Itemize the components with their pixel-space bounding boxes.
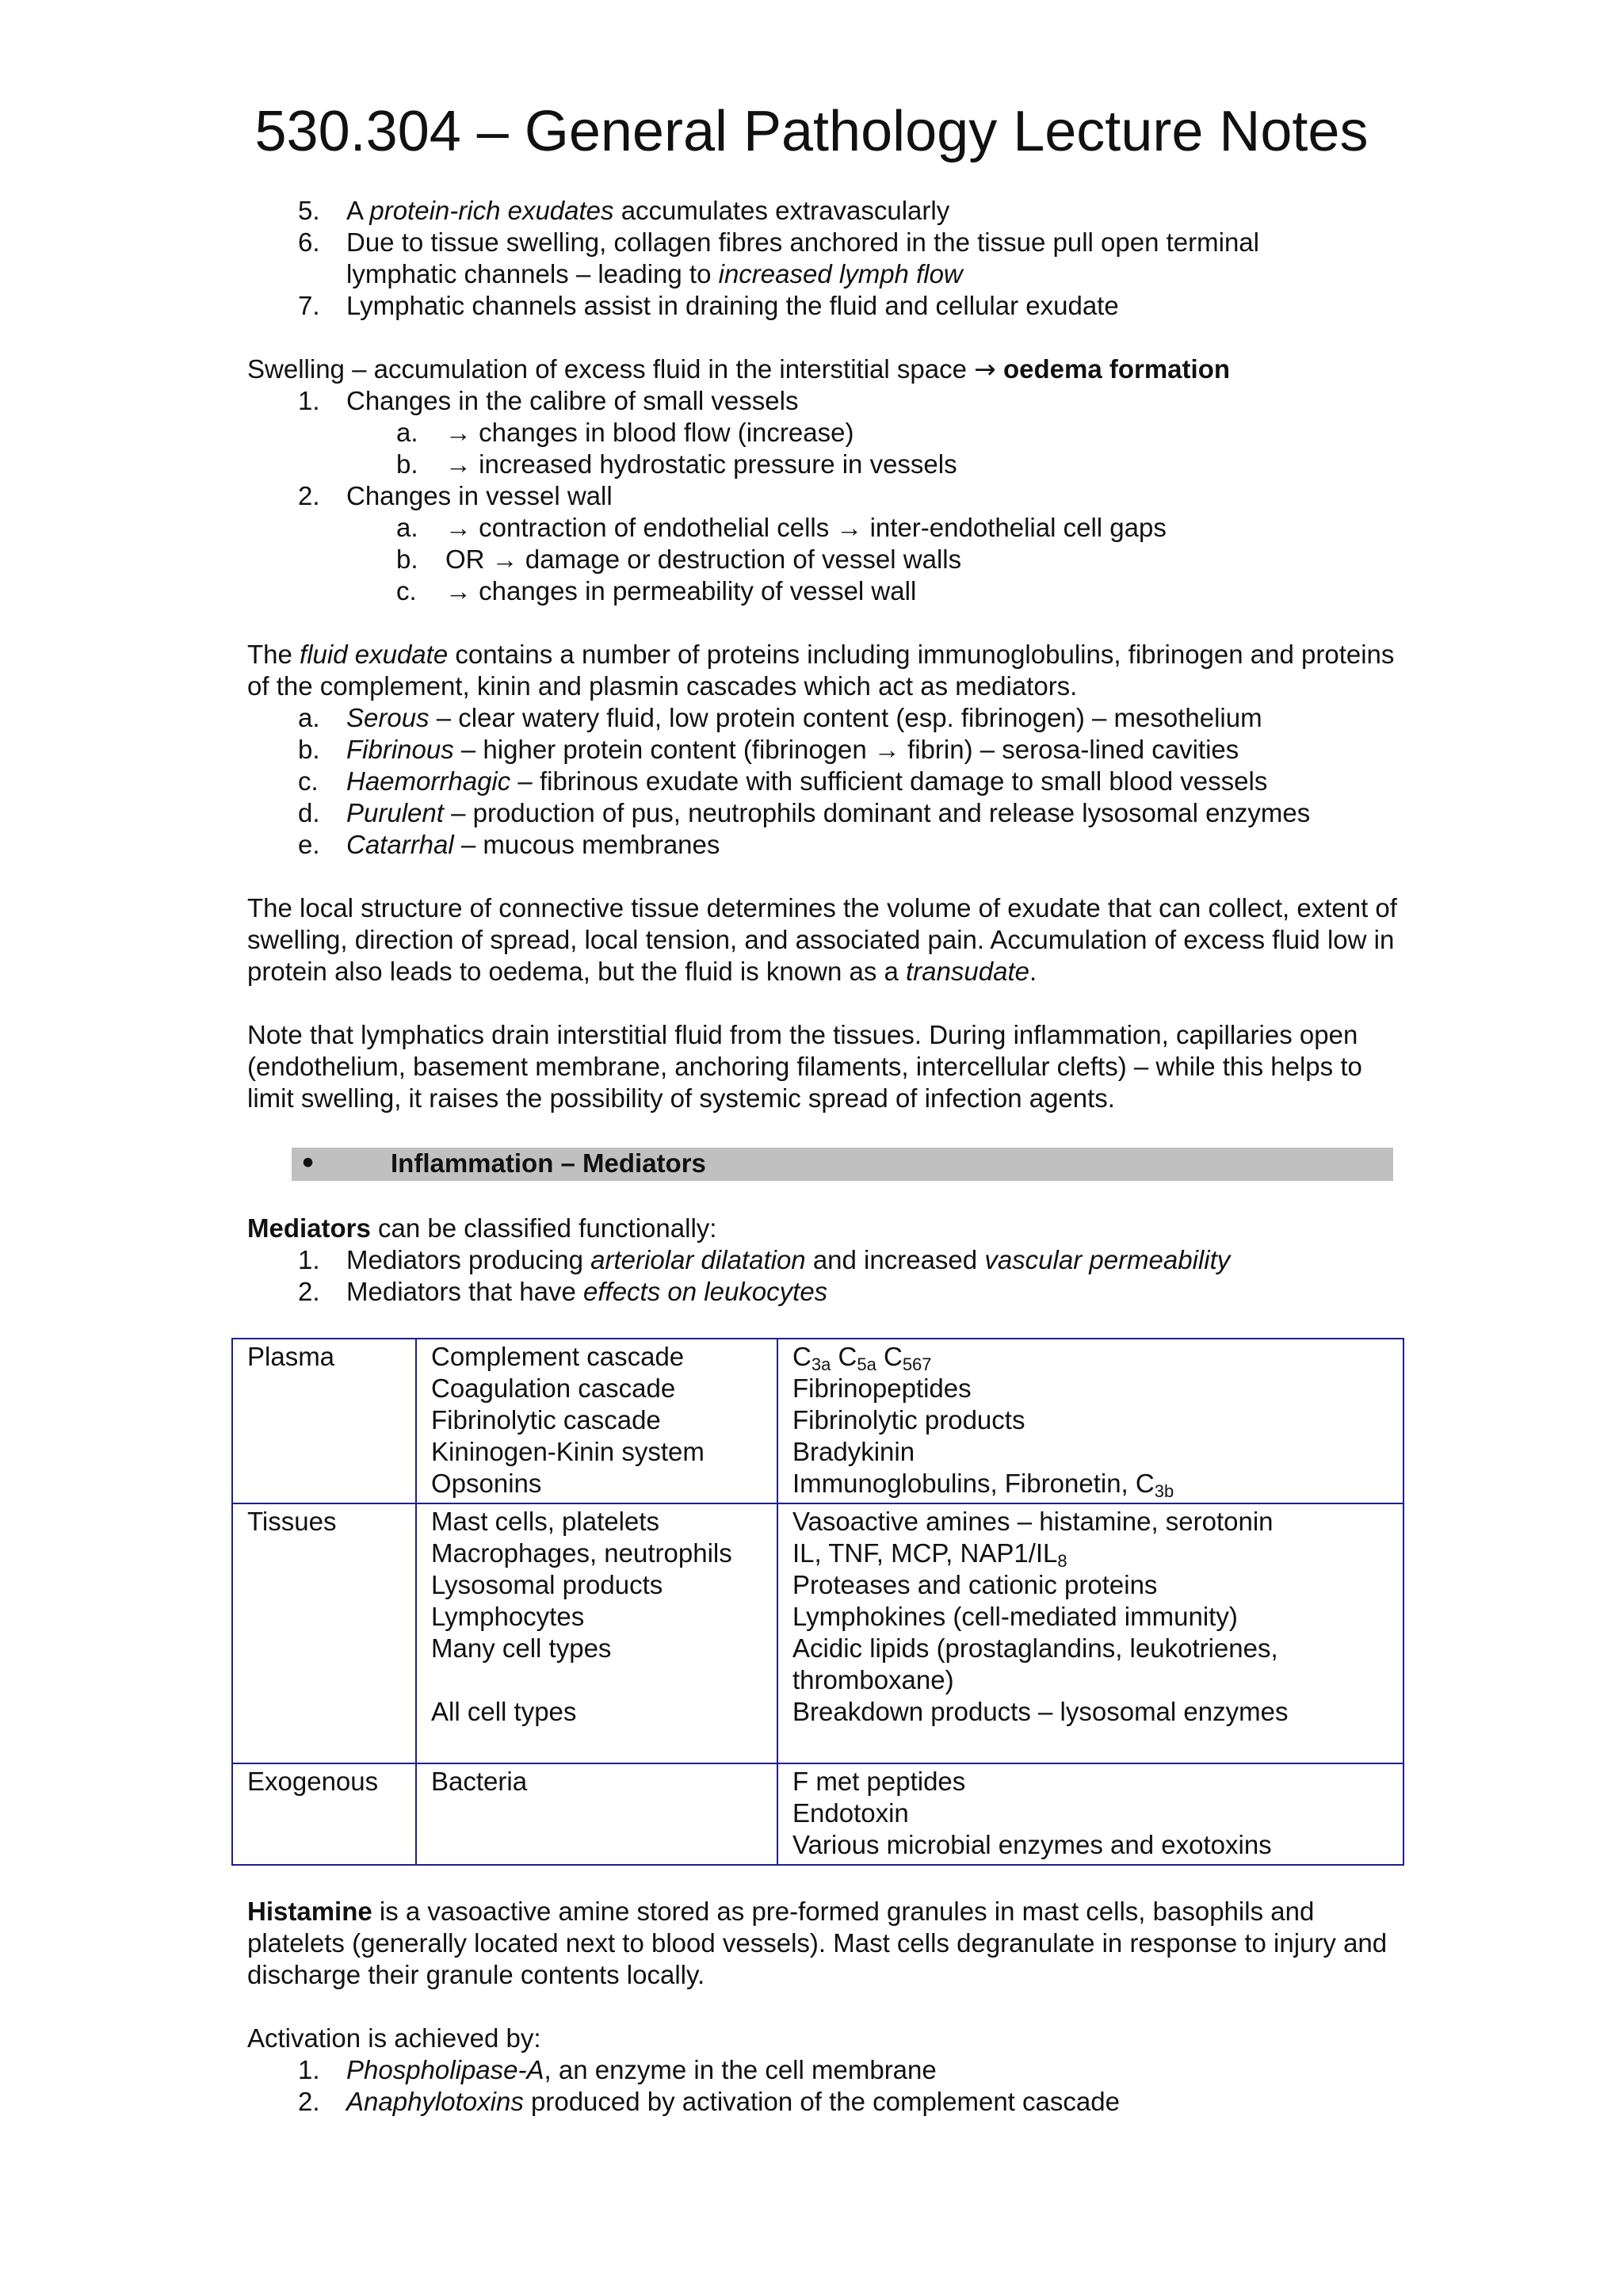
- mediators-table: [231, 1338, 1404, 1866]
- table-cell: F met peptides Endotoxin Various microbial enzymes and exotoxins: [777, 1763, 1403, 1865]
- section-heading-label: Inflammation – Mediators: [391, 1148, 706, 1178]
- histamine-paragraph: Histamine is a vasoactive amine stored as pre-formed granules in mast cells, basophils and platelets (generally located next to blood vessels). Mast cells degranulate in response to injury and discharge their granule contents locally.: [247, 1897, 1388, 1989]
- table-cell: Vasoactive amines – histamine, serotonin IL, TNF, MCP, $NAP1/IL_8$ Proteases and cationic proteins Lymphokines (cell-mediated immunity) Acidic lipids (prostaglandins, leukotrienes, thromboxane) Breakdown products – lysosomal enzymes: [777, 1503, 1403, 1763]
- list-item: b. Fibrinous – higher protein content (fibrinogen → fibrin) – serosa-lined cavities: [298, 735, 1239, 764]
- connective-tissue-paragraph: The local structure of connective tissue determines the volume of exudate that can collect, extent of swelling, direction of spread, local tension, and associated pain. Accumulation of excess fluid low in protein also leads to oedema, but the fluid is known as a transudate.: [247, 893, 1397, 986]
- exudate-types-list: [247, 702, 1412, 861]
- list-number: 7.: [298, 291, 320, 320]
- complement-fragments: $C_{3a}$ $C_{5a}$ $C_{567}$: [792, 1342, 932, 1374]
- table-cell: Mast cells, platelets Macrophages, neutrophils Lysosomal products Lymphocytes Many cell types All cell types: [416, 1503, 777, 1763]
- list-item: 1. Mediators producing arteriolar dilatation and increased vascular permeability: [298, 1245, 1231, 1274]
- table-cell: $C_{3a}$ $C_{5a}$ $C_{567}$ Fibrinopeptides Fibrinolytic products Bradykinin Immunoglobulins, Fibronetin, $C_{3b}$: [777, 1339, 1403, 1503]
- mediators-intro: Mediators can be classified functionally:: [247, 1213, 717, 1243]
- exudate-process-list: [247, 195, 1412, 322]
- list-item: d. Purulent – production of pus, neutrophils dominant and release lysosomal enzymes: [298, 798, 1311, 827]
- swelling-intro: Swelling – accumulation of excess fluid in the interstitial space → oedema formation: [247, 353, 1231, 384]
- list-item: 1. Changes in the calibre of small vessels: [298, 386, 799, 415]
- list-item: a. Serous – clear watery fluid, low protein content (esp. fibrinogen) – mesothelium: [298, 703, 1262, 732]
- sub-list-item: a. → changes in blood flow (increase): [396, 418, 854, 447]
- list-item: 1. Phospholipase-A, an enzyme in the cell membrane: [298, 2055, 937, 2084]
- list-item: 5. A protein-rich exudates accumulates extravascularly: [298, 196, 950, 225]
- table-cell: Exogenous: [232, 1763, 416, 1865]
- table-row: [232, 1503, 1403, 1763]
- section-heading: [292, 1148, 1393, 1181]
- list-number: 6.: [298, 227, 320, 257]
- exudate-paragraph: The fluid exudate contains a number of proteins including immunoglobulins, fibrinogen and proteins of the complement, kinin and plasmin cascades which act as mediators.: [247, 640, 1395, 701]
- page-title: 530.304 – General Pathology Lecture Notes: [254, 100, 1369, 163]
- list-item: e. Catarrhal – mucous membranes: [298, 830, 720, 859]
- table-cell: Tissues: [232, 1503, 416, 1763]
- sub-list-item: c. → changes in permeability of vessel wall: [396, 576, 917, 606]
- document-body: [247, 195, 1412, 2118]
- list-item: 2. Mediators that have effects on leukocytes: [298, 1277, 828, 1306]
- list-item: 2. Anaphylotoxins produced by activation of the complement cascade: [298, 2087, 1120, 2116]
- arrow-icon: →: [974, 353, 996, 384]
- table-cell: Complement cascade Coagulation cascade Fibrinolytic cascade Kininogen-Kinin system Opsonins: [416, 1339, 777, 1503]
- activation-intro: Activation is achieved by:: [247, 2023, 541, 2053]
- lymphatics-paragraph: Note that lymphatics drain interstitial fluid from the tissues. During inflammation, capillaries open (endothelium, basement membrane, anchoring filaments, intercellular clefts) – while this helps to limit swelling, it raises the possibility of systemic spread of infection agents.: [247, 1020, 1362, 1113]
- list-item: 6. Due to tissue swelling, collagen fibres anchored in the tissue pull open terminal lymphatic channels – leading to increased lymph flow: [298, 227, 1259, 288]
- list-number: 5.: [298, 196, 320, 225]
- bullet-icon: •: [300, 1148, 317, 1179]
- table-cell: Bacteria: [416, 1763, 777, 1865]
- sub-list-item: b. → increased hydrostatic pressure in vessels: [396, 449, 957, 479]
- table-cell: Plasma: [232, 1339, 416, 1503]
- list-item: c. Haemorrhagic – fibrinous exudate with sufficient damage to small blood vessels: [298, 766, 1268, 796]
- list-item: 7. Lymphatic channels assist in draining the fluid and cellular exudate: [298, 291, 1119, 320]
- sub-list-item: b. OR → damage or destruction of vessel walls: [396, 544, 962, 574]
- sub-list-item: a. → contraction of endothelial cells → inter-endothelial cell gaps: [396, 513, 1167, 542]
- list-item: 2. Changes in vessel wall: [298, 481, 613, 510]
- table-row: [232, 1763, 1403, 1865]
- table-row: [232, 1339, 1403, 1503]
